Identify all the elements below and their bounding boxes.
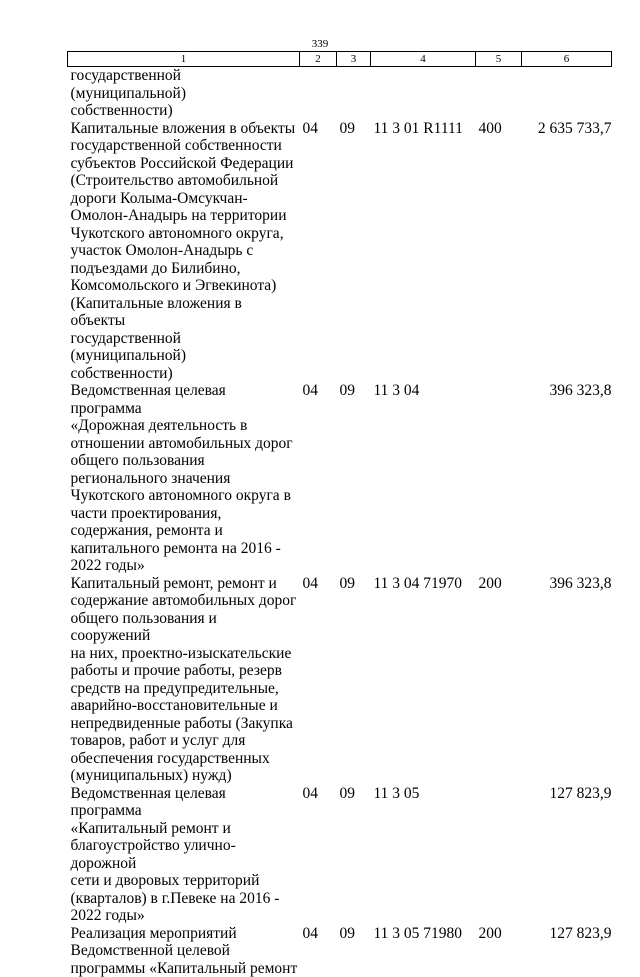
target-article-code — [371, 67, 476, 120]
target-article-code: 11 3 04 — [371, 382, 476, 575]
section-code: 09 — [337, 785, 371, 925]
column-header-3: 3 — [337, 52, 371, 67]
expense-type-code: 200 — [476, 925, 522, 977]
chapter-code: 04 — [300, 785, 337, 925]
amount: 396 323,8 — [522, 382, 612, 575]
table-row — [68, 120, 612, 383]
column-header-4: 4 — [371, 52, 476, 67]
column-header-5: 5 — [476, 52, 522, 67]
expense-type-code: 400 — [476, 120, 522, 383]
item-name: Капитальные вложения в объекты государственной собственности субъектов Российской Федерации (Строительство автомобильной дороги Колыма-Омсукчан- Омолон-Анадырь на территории Чукотского автономного округа, участок Омолон-Анадырь с подъездами до Билибино, Комсомольского и Эгвекинота) (Капитальные вложения в объекты государственной (муниципальной) собственности) — [68, 120, 300, 383]
table-row — [68, 925, 612, 977]
table-row — [68, 67, 612, 120]
table-row — [68, 785, 612, 925]
section-code: 09 — [337, 120, 371, 383]
chapter-code: 04 — [300, 575, 337, 785]
target-article-code: 11 3 05 71980 — [371, 925, 476, 977]
section-code: 09 — [337, 382, 371, 575]
section-code: 09 — [337, 575, 371, 785]
amount: 396 323,8 — [522, 575, 612, 785]
section-code: 09 — [337, 925, 371, 977]
table-row — [68, 382, 612, 575]
column-header-1: 1 — [68, 52, 300, 67]
section-code — [337, 67, 371, 120]
amount: 127 823,9 — [522, 925, 612, 977]
target-article-code: 11 3 01 R1111 — [371, 120, 476, 383]
target-article-code: 11 3 05 — [371, 785, 476, 925]
target-article-code: 11 3 04 71970 — [371, 575, 476, 785]
column-number-row — [68, 52, 612, 67]
item-name: Ведомственная целевая программа «Капитальный ремонт и благоустройство улично-дорожной сети и дворовых территорий (кварталов) в г.Певеке на 2016 - 2022 годы» — [68, 785, 300, 925]
expense-type-code — [476, 785, 522, 925]
column-header-2: 2 — [300, 52, 337, 67]
item-name: государственной (муниципальной) собственности) — [68, 67, 300, 120]
table-row — [68, 575, 612, 785]
item-name: Реализация мероприятий Ведомственной целевой программы «Капитальный ремонт — [68, 925, 300, 977]
chapter-code: 04 — [300, 925, 337, 977]
chapter-code: 04 — [300, 382, 337, 575]
item-name: Ведомственная целевая программа «Дорожная деятельность в отношении автомобильных дорог общего пользования регионального значения Чукотского автономного округа в части проектирования, содержания, ремонта и капитального ремонта на 2016 - 2022 годы» — [68, 382, 300, 575]
expense-type-code — [476, 382, 522, 575]
column-header-6: 6 — [522, 52, 612, 67]
chapter-code: 04 — [300, 120, 337, 383]
expense-type-code: 200 — [476, 575, 522, 785]
expense-type-code — [476, 67, 522, 120]
item-name: Капитальный ремонт, ремонт и содержание автомобильных дорог общего пользования и сооружений на них, проектно-изыскательские работы и прочие работы, резерв средств на предупредительные, аварийно-восстановительные и непредвиденные работы (Закупка товаров, работ и услуг для обеспечения государственных (муниципальных) нужд) — [68, 575, 300, 785]
budget-table — [67, 51, 612, 977]
chapter-code — [300, 67, 337, 120]
amount — [522, 67, 612, 120]
page-number: 339 — [0, 38, 640, 50]
amount: 2 635 733,7 — [522, 120, 612, 383]
amount: 127 823,9 — [522, 785, 612, 925]
